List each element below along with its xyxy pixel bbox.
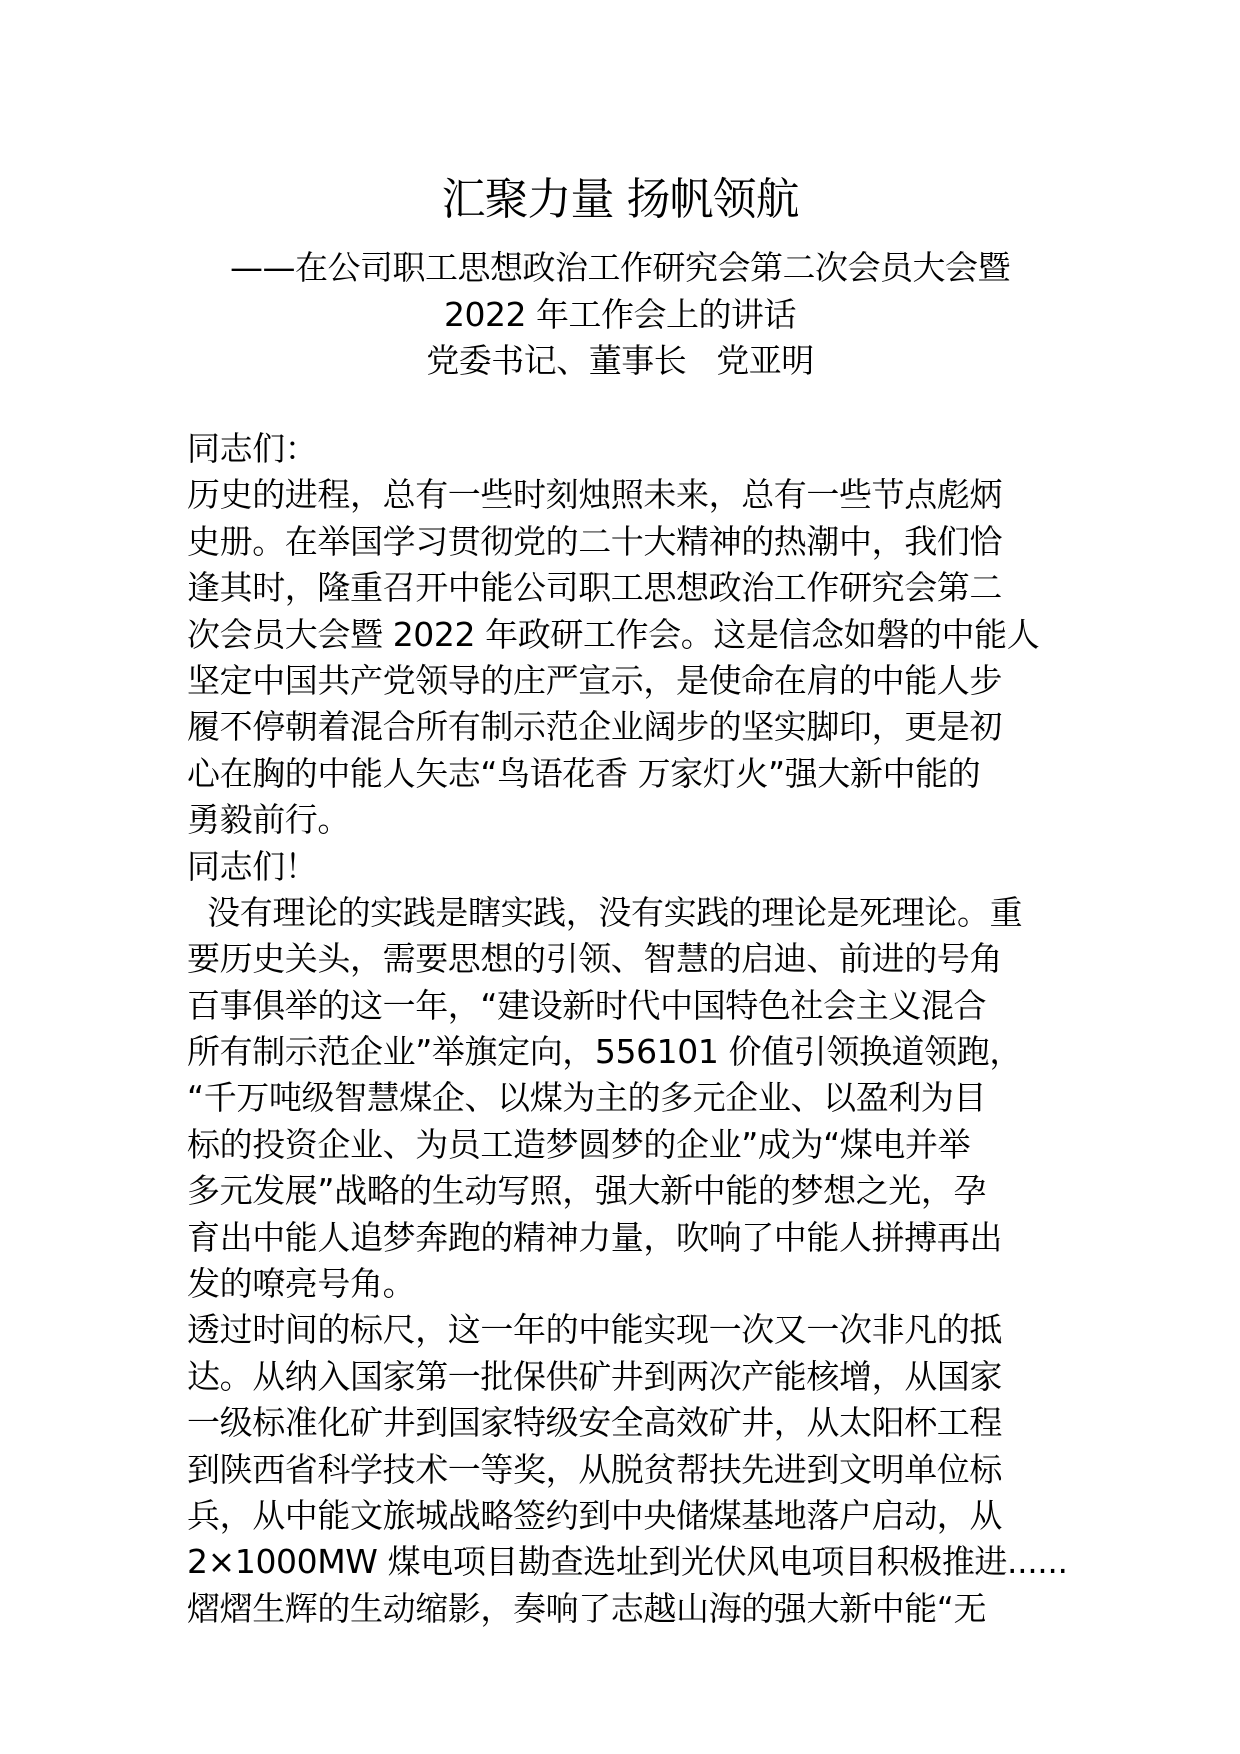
body-line: 坚定中国共产党领导的庄严宣示，是使命在肩的中能人步 <box>187 660 1003 700</box>
body-line: 一级标准化矿井到国家特级安全高效矿井，从太阳杯工程 <box>187 1403 1003 1443</box>
speech-body <box>187 426 1068 1632</box>
body-line: 兵，从中能文旅城战略签约到中央储煤基地落户启动，从 <box>187 1495 1003 1535</box>
body-line: 发的嘹亮号角。 <box>187 1264 416 1304</box>
subtitle-occasion-line-2: 2022 年工作会上的讲话 <box>444 295 796 334</box>
body-line: 史册。在举国学习贯彻党的二十大精神的热潮中，我们恰 <box>187 521 1003 561</box>
body-line: 历史的进程，总有一些时刻烛照未来，总有一些节点彪炳 <box>187 475 1003 515</box>
body-line: 百事俱举的这一年，“建设新时代中国特色社会主义混合 <box>187 985 987 1025</box>
body-line: 标的投资企业、为员工造梦圆梦的企业”成为“煤电并举 <box>187 1124 971 1164</box>
body-line: 所有制示范企业”举旗定向，556101 价值引领换道领跑， <box>187 1032 1022 1072</box>
body-line: 多元发展”战略的生动写照，强大新中能的梦想之光，孕 <box>187 1171 987 1211</box>
body-line: 要历史关头，需要思想的引领、智慧的启迪、前进的号角 <box>187 939 1003 979</box>
document-title: 汇聚力量 扬帆领航 <box>441 174 799 225</box>
body-line: 2×1000MW 煤电项目勘查选址到光伏风电项目积极推进...... <box>187 1542 1068 1582</box>
body-line: 没有理论的实践是瞎实践，没有实践的理论是死理论。重 <box>187 892 1023 932</box>
salutation: 同志们！ <box>187 846 318 886</box>
subtitle-speaker: 党委书记、董事长 党亚明 <box>426 341 814 380</box>
body-line: 达。从纳入国家第一批保供矿井到两次产能核增，从国家 <box>187 1356 1003 1396</box>
body-line: 到陕西省科学技术一等奖，从脱贫帮扶先进到文明单位标 <box>187 1449 1003 1489</box>
body-line: 勇毅前行。 <box>187 800 351 840</box>
body-line: 履不停朝着混合所有制示范企业阔步的坚实脚印，更是初 <box>187 707 1003 747</box>
body-line: 熠熠生辉的生动缩影，奏响了志越山海的强大新中能“无 <box>187 1588 987 1628</box>
body-line: 逢其时，隆重召开中能公司职工思想政治工作研究会第二 <box>187 568 1003 608</box>
body-line: 次会员大会暨 2022 年政研工作会。这是信念如磐的中能人 <box>187 614 1040 654</box>
subtitle-occasion-line-1: ——在公司职工思想政治工作研究会第二次会员大会暨 <box>230 248 1010 287</box>
salutation: 同志们： <box>187 429 318 468</box>
body-line: “千万吨级智慧煤企、以煤为主的多元企业、以盈利为目 <box>187 1078 987 1118</box>
body-line: 心在胸的中能人矢志“鸟语花香 万家灯火”强大新中能的 <box>187 753 981 793</box>
body-line: 育出中能人追梦奔跑的精神力量，吹响了中能人拼搏再出 <box>187 1217 1003 1257</box>
body-line: 透过时间的标尺，这一年的中能实现一次又一次非凡的抵 <box>187 1310 1003 1350</box>
